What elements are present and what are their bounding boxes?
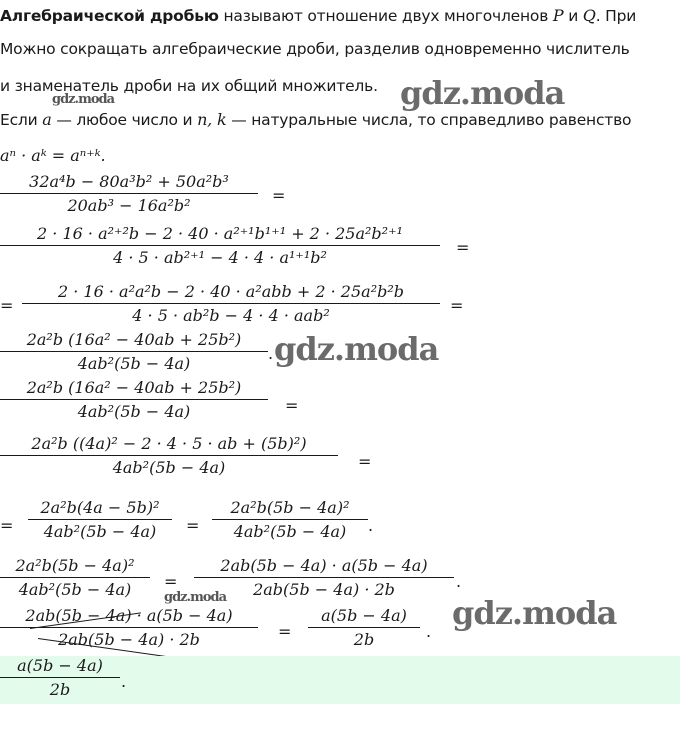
var-p: P [552,6,564,25]
step-8b-numerator: 2ab(5b − 4a) · a(5b − 4a) [220,556,428,575]
fraction-bar [0,351,268,352]
intro-line-1 [0,6,636,25]
step-3-numerator: 2 · 16 · a²a²b − 2 · 40 · a²abb + 2 · 25a²b²b [57,282,405,301]
step-1-numerator: 32a⁴b − 80a³b² + 50a²b³ [29,172,229,191]
intro-line-4 [0,110,631,129]
intro-line-4-b: — любое число и [56,111,193,129]
step-1-denominator: 20ab³ − 16a²b² [67,196,191,215]
fraction-bar [0,399,268,400]
fraction-bar [28,519,172,520]
answer-denominator: 2b [49,680,71,699]
step-7a-numerator: 2a²b(4a − 5b)² [40,498,160,517]
step-7-fraction-a [28,498,172,541]
step-2-equals: = [456,238,470,257]
fraction-bar [22,303,440,304]
answer-dot: . [121,672,127,691]
step-7a-denominator: 4ab²(5b − 4a) [43,522,157,541]
step-2-denominator: 4 · 5 · ab²⁺¹ − 4 · 4 · a¹⁺¹b² [113,248,327,267]
step-9a-numerator: 2ab(5b − 4a) · a(5b − 4a) [25,606,233,625]
fraction-bar [0,577,150,578]
watermark-logo: gdz.moda [452,594,617,632]
fraction-bar [0,245,440,246]
var-a: a [42,110,52,129]
step-7-dot: . [368,516,374,535]
conj-and: и [568,7,579,25]
step-4-fraction [0,330,268,373]
step-3-fraction [22,282,440,325]
fraction-bar [212,519,368,520]
watermark-logo: gdz.moda [52,92,115,107]
step-3-denominator: 4 · 5 · ab²b − 4 · 4 · aab² [132,306,330,325]
step-5-fraction [0,378,268,421]
watermark-logo: gdz.moda [164,590,227,605]
step-4-dot: . [268,344,274,363]
fraction-bar [308,627,420,628]
step-5-numerator: 2a²b (16a² − 40ab + 25b²) [26,378,242,397]
intro-line-3: и знаменатель дроби на их общий множитель. [0,77,378,95]
fraction-bar [0,677,120,678]
step-8-dot: . [456,572,462,591]
step-8a-numerator: 2a²b(5b − 4a)² [15,556,135,575]
step-7-lead-equals: = [0,516,14,535]
step-7b-numerator: 2a²b(5b − 4a)² [230,498,350,517]
definition-term: Алгебраической дробью [0,7,219,25]
step-9b-denominator: 2b [353,630,375,649]
watermark-logo: gdz.moda [400,74,565,112]
power-rule: aⁿ · aᵏ = aⁿ⁺ᵏ. [0,146,106,165]
step-9b-numerator: a(5b − 4a) [321,606,407,625]
step-8a-denominator: 4ab²(5b − 4a) [18,580,132,599]
step-5-equals: = [285,396,299,415]
step-3-lead-equals: = [0,296,14,315]
step-2-numerator: 2 · 16 · a²⁺²b − 2 · 40 · a²⁺¹b¹⁺¹ + 2 · 25a²b²⁺¹ [37,224,403,243]
intro-line-4-a: Если [0,111,38,129]
step-2-fraction [0,224,440,267]
step-3-equals: = [450,296,464,315]
step-8-fraction-b [194,556,454,599]
fraction-bar [194,577,454,578]
step-1-equals: = [272,186,286,205]
var-n-k: n, k [197,110,227,129]
step-9-fraction-b [308,606,420,649]
step-9a-denominator: 2ab(5b − 4a) · 2b [58,630,200,649]
intro-line-2: Можно сокращать алгебраические дроби, разделив одновременно числитель [0,40,630,58]
intro-line-1-end: . При [595,7,637,25]
step-9-mid-equals: = [278,622,292,641]
step-7-mid-equals: = [186,516,200,535]
fraction-bar [0,193,258,194]
step-1-fraction [0,172,258,215]
step-8b-denominator: 2ab(5b − 4a) · 2b [253,580,395,599]
var-q: Q [582,6,596,25]
step-7b-denominator: 4ab²(5b − 4a) [233,522,347,541]
step-4-numerator: 2a²b (16a² − 40ab + 25b²) [26,330,242,349]
watermark-logo: gdz.moda [274,330,439,368]
intro-line-4-c: — натуральные числа, то справедливо равенство [231,111,632,129]
step-6-denominator: 4ab²(5b − 4a) [112,458,226,477]
step-7-fraction-b [212,498,368,541]
step-8-fraction-a [0,556,150,599]
answer-fraction [0,656,120,699]
answer-numerator: a(5b − 4a) [17,656,103,675]
step-4-denominator: 4ab²(5b − 4a) [77,354,191,373]
step-6-fraction [0,434,338,477]
step-6-numerator: 2a²b ((4a)² − 2 · 4 · 5 · ab + (5b)²) [31,434,307,453]
intro-line-1-text: называют отношение двух многочленов [223,7,549,25]
step-8-mid-equals: = [164,572,178,591]
step-6-equals: = [358,452,372,471]
step-9-dot: . [426,622,432,641]
fraction-bar [0,455,338,456]
step-5-denominator: 4ab²(5b − 4a) [77,402,191,421]
